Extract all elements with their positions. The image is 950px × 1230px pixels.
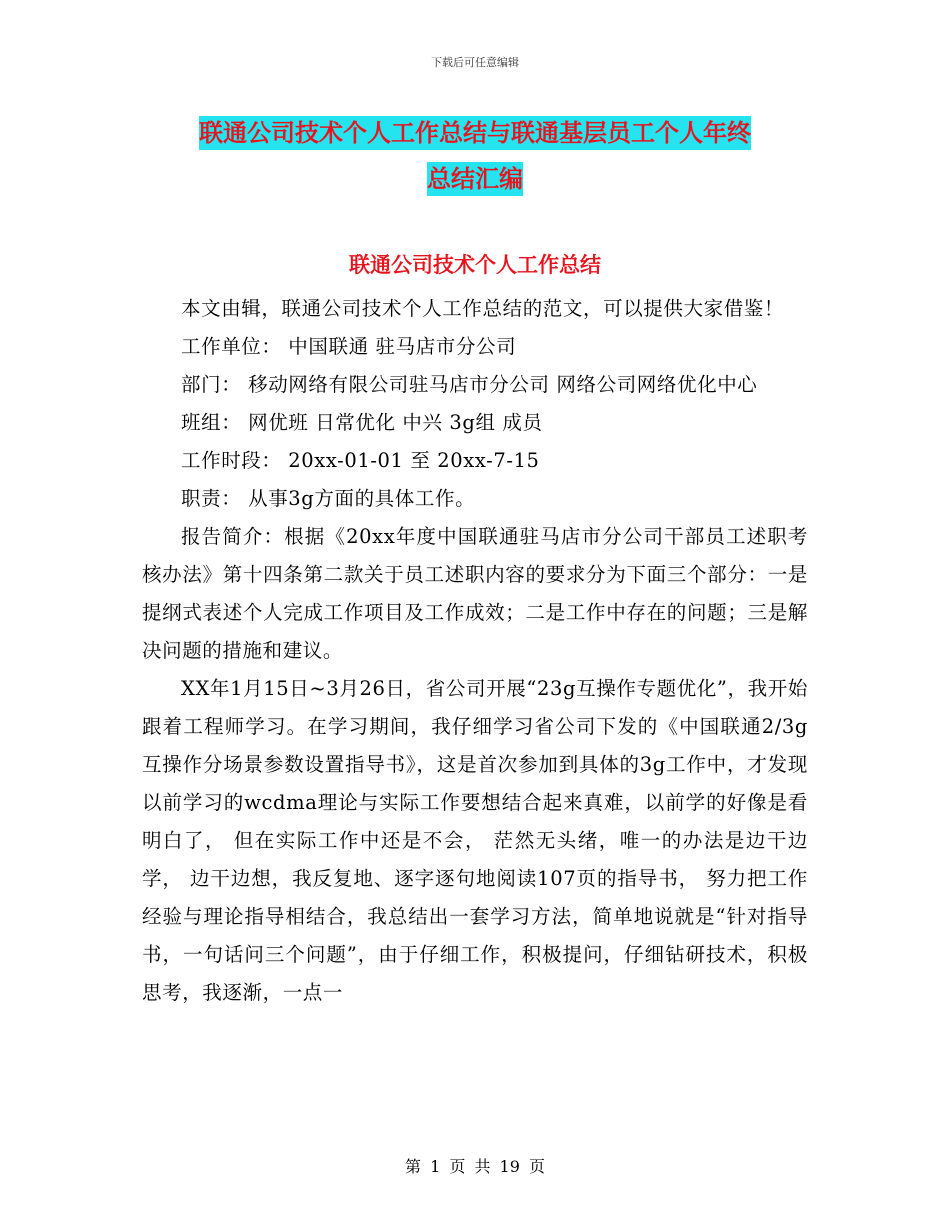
paragraph-work-unit: 工作单位： 中国联通 驻马店市分公司 <box>181 335 517 358</box>
document-title <box>142 110 808 202</box>
section-title: 联通公司技术个人工作总结 <box>349 253 601 277</box>
document-title-line-1: 联通公司技术个人工作总结与联通基层员工个人年终 <box>199 116 751 150</box>
page-footer: 第 1 页 共 19 页 <box>405 1157 545 1176</box>
document-body <box>142 290 808 1012</box>
paragraph-work-period: 工作时段： 20xx-01-01 至 20xx-7-15 <box>181 449 540 472</box>
paragraph-report-summary: 报告简介：根据《20xx年度中国联通驻马店市分公司干部员工述职考核办法》第十四条第二款关于员工述职内容的要求分为下面三个部分：一是提纲式表述个人完成工作项目及工作成效；二是工作中存在的问题；三是解决问题的措施和建议。 <box>142 525 808 662</box>
paragraph-intro: 本文由辑，联通公司技术个人工作总结的范文，可以提供大家借鉴！ <box>181 297 785 320</box>
document-title-line-2: 总结汇编 <box>427 162 523 196</box>
paragraph-duties: 职责： 从事3g方面的具体工作。 <box>181 487 476 510</box>
page-header-note: 下载后可任意编辑 <box>431 56 519 69</box>
paragraph-department: 部门： 移动网络有限公司驻马店市分公司 网络公司网络优化中心 <box>181 373 758 396</box>
paragraph-team: 班组： 网优班 日常优化 中兴 3g组 成员 <box>181 411 543 434</box>
paragraph-work-details: XX年1月15日~3月26日，省公司开展“23g互操作专题优化”，我开始跟着工程师学习。在学习期间，我仔细学习省公司下发的《中国联通2/3g互操作分场景参数设置指导书》，这是首次参加到具体的3g工作中，才发现以前学习的wcdma理论与实际工作要想结合起来真难，以前学的好像是看明白了， 但在实际工作中还是不会， 茫然无头绪，唯一的办法是边干边学， 边干边想，我反复地、逐字逐句地阅读107页的指导书， 努力把工作经验与理论指导相结合，我总结出一套学习方法，简单地说就是“针对指导书，一句话问三个问题”，由于仔细工作，积极提问，仔细钻研技术，积极思考，我逐渐，一点一 <box>142 677 808 1004</box>
